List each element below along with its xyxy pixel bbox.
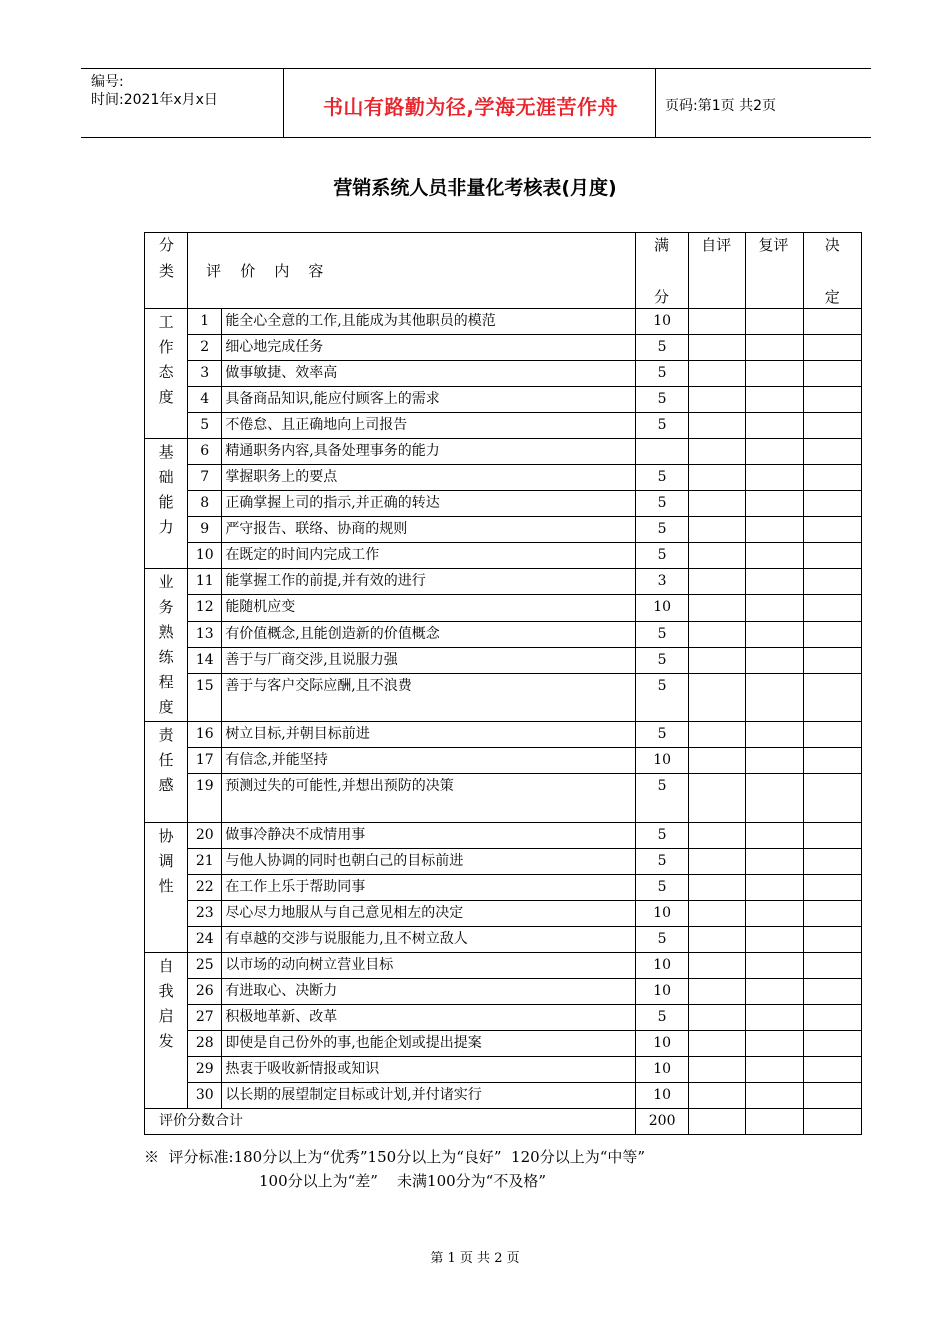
self-eval-cell[interactable]	[689, 901, 746, 927]
item-content: 能掌握工作的前提,并有效的进行	[222, 569, 636, 595]
decision-cell[interactable]	[803, 1083, 861, 1109]
review-cell[interactable]	[746, 774, 803, 823]
category-cell	[145, 722, 188, 823]
review-cell[interactable]	[746, 595, 803, 621]
decision-cell[interactable]	[803, 927, 861, 953]
self-eval-cell[interactable]	[689, 674, 746, 722]
item-content: 严守报告、联络、协商的规则	[222, 517, 636, 543]
item-number: 28	[188, 1031, 222, 1057]
decision-cell[interactable]	[803, 413, 861, 439]
review-cell[interactable]	[746, 621, 803, 647]
decision-cell[interactable]	[803, 465, 861, 491]
table-row	[145, 595, 862, 621]
item-number: 20	[188, 823, 222, 849]
item-content: 能全心全意的工作,且能成为其他职员的模范	[222, 309, 636, 335]
item-content: 具备商品知识,能应付顾客上的需求	[222, 387, 636, 413]
decision-cell[interactable]	[803, 439, 861, 465]
review-cell[interactable]	[746, 1005, 803, 1031]
assessment-table-body	[145, 233, 862, 1135]
item-full-score: 10	[636, 979, 689, 1005]
table-row	[145, 648, 862, 674]
category-char: 度	[158, 388, 174, 406]
item-full-score: 10	[636, 953, 689, 979]
header-review-label: 复评	[758, 236, 789, 254]
item-number: 10	[188, 543, 222, 569]
item-content: 不倦怠、且正确地向上司报告	[222, 413, 636, 439]
header-decision-1: 决	[824, 236, 840, 254]
category-char: 能	[158, 493, 174, 511]
assessment-table	[144, 232, 862, 1135]
decision-cell[interactable]	[803, 543, 861, 569]
category-char: 协	[158, 827, 174, 845]
item-content: 正确掌握上司的指示,并正确的转达	[222, 491, 636, 517]
review-cell[interactable]	[746, 674, 803, 722]
review-cell[interactable]	[746, 927, 803, 953]
review-cell[interactable]	[746, 517, 803, 543]
category-char: 调	[158, 852, 174, 870]
self-eval-cell[interactable]	[689, 543, 746, 569]
self-eval-cell[interactable]	[689, 748, 746, 774]
review-cell[interactable]	[746, 979, 803, 1005]
review-cell[interactable]	[746, 543, 803, 569]
item-number: 26	[188, 979, 222, 1005]
item-content: 有价值概念,且能创造新的价值概念	[222, 621, 636, 647]
number-label: 编号:	[91, 74, 124, 90]
table-row	[145, 387, 862, 413]
table-header-row	[145, 233, 862, 309]
self-eval-cell[interactable]	[689, 953, 746, 979]
table-row	[145, 901, 862, 927]
item-full-score: 5	[636, 465, 689, 491]
item-number: 15	[188, 674, 222, 722]
self-eval-cell[interactable]	[689, 823, 746, 849]
self-eval-cell[interactable]	[689, 875, 746, 901]
category-char: 发	[158, 1032, 174, 1050]
item-number: 4	[188, 387, 222, 413]
category-char: 启	[158, 1007, 174, 1025]
header-full-2: 分	[654, 288, 670, 306]
item-full-score: 10	[636, 901, 689, 927]
item-full-score: 5	[636, 387, 689, 413]
header-content	[188, 233, 636, 309]
header-content-label: 评 价 内 容	[206, 262, 324, 280]
category-char: 自	[158, 957, 174, 975]
item-content: 树立目标,并朝目标前进	[222, 722, 636, 748]
item-content: 以长期的展望制定目标或计划,并付诸实行	[222, 1083, 636, 1109]
category-name	[158, 723, 174, 798]
item-number: 25	[188, 953, 222, 979]
table-row	[145, 774, 862, 823]
category-char: 工	[158, 313, 174, 331]
header-category-2: 类	[159, 262, 175, 280]
review-cell[interactable]	[746, 439, 803, 465]
item-number: 5	[188, 413, 222, 439]
self-eval-cell[interactable]	[689, 927, 746, 953]
item-content: 有卓越的交涉与说服能力,且不树立敌人	[222, 927, 636, 953]
category-char: 力	[158, 518, 174, 536]
self-eval-cell[interactable]	[689, 1083, 746, 1109]
category-char: 作	[158, 338, 174, 356]
time-label: 时间:2021年x月x日	[91, 92, 218, 108]
header-category-1: 分	[159, 236, 175, 254]
decision-cell[interactable]	[803, 595, 861, 621]
decision-cell[interactable]	[803, 517, 861, 543]
review-cell[interactable]	[746, 648, 803, 674]
table-row	[145, 927, 862, 953]
table-row	[145, 674, 862, 722]
table-row	[145, 309, 862, 335]
category-char: 业	[158, 573, 174, 591]
item-content: 细心地完成任务	[222, 335, 636, 361]
decision-cell[interactable]	[803, 901, 861, 927]
review-cell[interactable]	[746, 335, 803, 361]
item-number: 13	[188, 621, 222, 647]
item-number: 27	[188, 1005, 222, 1031]
item-content: 与他人协调的同时也朝白己的目标前进	[222, 849, 636, 875]
self-eval-cell[interactable]	[689, 309, 746, 335]
self-eval-cell[interactable]	[689, 722, 746, 748]
category-char: 责	[158, 726, 174, 744]
item-content: 预测过失的可能性,并想出预防的决策	[222, 774, 636, 823]
self-eval-cell[interactable]	[689, 569, 746, 595]
review-cell[interactable]	[746, 1057, 803, 1083]
item-full-score: 10	[636, 595, 689, 621]
category-char: 感	[158, 776, 174, 794]
category-name	[158, 440, 174, 540]
self-eval-cell[interactable]	[689, 1057, 746, 1083]
decision-cell[interactable]	[803, 1005, 861, 1031]
review-cell[interactable]	[746, 901, 803, 927]
self-eval-cell[interactable]	[689, 465, 746, 491]
total-self-cell[interactable]	[689, 1109, 746, 1135]
total-decision-cell[interactable]	[803, 1109, 861, 1135]
self-eval-cell[interactable]	[689, 1031, 746, 1057]
review-cell[interactable]	[746, 361, 803, 387]
review-cell[interactable]	[746, 309, 803, 335]
item-full-score: 5	[636, 621, 689, 647]
item-full-score: 5	[636, 335, 689, 361]
item-full-score: 10	[636, 1031, 689, 1057]
item-content: 在既定的时间内完成工作	[222, 543, 636, 569]
item-full-score: 10	[636, 1057, 689, 1083]
category-char: 熟	[158, 623, 174, 641]
header-motto: 书山有路勤为径,学海无涯苦作舟	[322, 95, 619, 119]
item-content: 善于与厂商交涉,且说服力强	[222, 648, 636, 674]
item-content: 做事冷静决不成情用事	[222, 823, 636, 849]
total-review-cell[interactable]	[746, 1109, 803, 1135]
item-number: 22	[188, 875, 222, 901]
item-content: 精通职务内容,具备处理事务的能力	[222, 439, 636, 465]
category-name	[158, 570, 174, 720]
item-number: 14	[188, 648, 222, 674]
self-eval-cell[interactable]	[689, 648, 746, 674]
review-cell[interactable]	[746, 849, 803, 875]
item-number: 7	[188, 465, 222, 491]
item-full-score: 5	[636, 875, 689, 901]
item-full-score: 10	[636, 748, 689, 774]
item-content: 在工作上乐于帮助同事	[222, 875, 636, 901]
self-eval-cell[interactable]	[689, 1005, 746, 1031]
page-title: 营销系统人员非量化考核表(月度)	[333, 177, 617, 199]
item-full-score: 5	[636, 674, 689, 722]
item-full-score: 5	[636, 823, 689, 849]
item-full-score: 10	[636, 309, 689, 335]
table-row	[145, 413, 862, 439]
category-char: 基	[158, 443, 174, 461]
decision-cell[interactable]	[803, 335, 861, 361]
decision-cell[interactable]	[803, 1031, 861, 1057]
self-eval-cell[interactable]	[689, 774, 746, 823]
item-full-score: 5	[636, 361, 689, 387]
decision-cell[interactable]	[803, 491, 861, 517]
total-row	[145, 1109, 862, 1135]
decision-cell[interactable]	[803, 309, 861, 335]
item-number: 30	[188, 1083, 222, 1109]
header-page-info: 页码:第1页 共2页	[665, 98, 776, 114]
item-content: 有信念,并能坚持	[222, 748, 636, 774]
self-eval-cell[interactable]	[689, 439, 746, 465]
item-full-score: 5	[636, 648, 689, 674]
self-eval-cell[interactable]	[689, 413, 746, 439]
table-row	[145, 849, 862, 875]
review-cell[interactable]	[746, 569, 803, 595]
review-cell[interactable]	[746, 491, 803, 517]
item-full-score: 5	[636, 774, 689, 823]
item-number: 29	[188, 1057, 222, 1083]
decision-cell[interactable]	[803, 387, 861, 413]
table-row	[145, 543, 862, 569]
category-name	[158, 824, 174, 899]
item-number: 16	[188, 722, 222, 748]
category-cell	[145, 823, 188, 953]
table-row	[145, 465, 862, 491]
item-number: 9	[188, 517, 222, 543]
header-full-1: 满	[654, 236, 670, 254]
total-score: 200	[636, 1109, 689, 1135]
header-meta	[91, 73, 218, 109]
decision-cell[interactable]	[803, 361, 861, 387]
review-cell[interactable]	[746, 875, 803, 901]
table-row	[145, 335, 862, 361]
decision-cell[interactable]	[803, 648, 861, 674]
table-row	[145, 621, 862, 647]
category-char: 务	[158, 598, 174, 616]
item-content: 能随机应变	[222, 595, 636, 621]
item-full-score: 5	[636, 927, 689, 953]
item-number: 3	[188, 361, 222, 387]
category-cell	[145, 953, 188, 1109]
item-content: 尽心尽力地服从与自己意见相左的决定	[222, 901, 636, 927]
self-eval-cell[interactable]	[689, 335, 746, 361]
footnote-line-1: ※ 评分标准:180分以上为“优秀”150分以上为“良好” 120分以上为“中等”	[144, 1148, 646, 1166]
header-decision	[803, 233, 861, 309]
item-full-score: 5	[636, 517, 689, 543]
page-footer: 第 1 页 共 2 页	[430, 1251, 520, 1266]
item-full-score: 10	[636, 1083, 689, 1109]
category-char: 任	[158, 751, 174, 769]
table-row	[145, 875, 862, 901]
item-number: 2	[188, 335, 222, 361]
decision-cell[interactable]	[803, 748, 861, 774]
document-header	[81, 68, 871, 138]
item-content: 善于与客户交际应酬,且不浪费	[222, 674, 636, 722]
review-cell[interactable]	[746, 387, 803, 413]
category-cell	[145, 439, 188, 569]
item-full-score: 5	[636, 491, 689, 517]
review-cell[interactable]	[746, 722, 803, 748]
table-row	[145, 569, 862, 595]
decision-cell[interactable]	[803, 722, 861, 748]
review-cell[interactable]	[746, 1083, 803, 1109]
self-eval-cell[interactable]	[689, 621, 746, 647]
decision-cell[interactable]	[803, 569, 861, 595]
category-name	[158, 954, 174, 1054]
item-content: 热衷于吸收新情报或知识	[222, 1057, 636, 1083]
category-cell	[145, 569, 188, 722]
item-number: 6	[188, 439, 222, 465]
table-row	[145, 1031, 862, 1057]
item-content: 掌握职务上的要点	[222, 465, 636, 491]
item-number: 12	[188, 595, 222, 621]
item-content: 以市场的动向树立营业目标	[222, 953, 636, 979]
item-content: 即使是自己份外的事,也能企划或提出提案	[222, 1031, 636, 1057]
item-number: 1	[188, 309, 222, 335]
header-category	[145, 233, 188, 309]
self-eval-cell[interactable]	[689, 491, 746, 517]
table-row	[145, 439, 862, 465]
item-number: 21	[188, 849, 222, 875]
item-content: 积极地革新、改革	[222, 1005, 636, 1031]
table-row	[145, 823, 862, 849]
decision-cell[interactable]	[803, 1057, 861, 1083]
decision-cell[interactable]	[803, 875, 861, 901]
decision-cell[interactable]	[803, 849, 861, 875]
review-cell[interactable]	[746, 953, 803, 979]
review-cell[interactable]	[746, 823, 803, 849]
table-row	[145, 1083, 862, 1109]
item-content: 做事敏捷、效率高	[222, 361, 636, 387]
self-eval-cell[interactable]	[689, 361, 746, 387]
category-char: 态	[158, 363, 174, 381]
table-row	[145, 953, 862, 979]
self-eval-cell[interactable]	[689, 595, 746, 621]
category-char: 度	[158, 698, 174, 716]
review-cell[interactable]	[746, 413, 803, 439]
table-row	[145, 979, 862, 1005]
category-name	[158, 310, 174, 410]
category-cell	[145, 309, 188, 439]
header-full-score	[636, 233, 689, 309]
decision-cell[interactable]	[803, 823, 861, 849]
header-self-eval	[689, 233, 746, 309]
item-full-score: 5	[636, 722, 689, 748]
item-full-score: 5	[636, 849, 689, 875]
review-cell[interactable]	[746, 1031, 803, 1057]
table-row	[145, 517, 862, 543]
header-self-label: 自评	[701, 236, 732, 254]
table-row	[145, 491, 862, 517]
item-full-score: 5	[636, 1005, 689, 1031]
item-number: 19	[188, 774, 222, 823]
review-cell[interactable]	[746, 748, 803, 774]
decision-cell[interactable]	[803, 674, 861, 722]
decision-cell[interactable]	[803, 621, 861, 647]
table-row	[145, 722, 862, 748]
table-row	[145, 1057, 862, 1083]
category-char: 练	[158, 648, 174, 666]
footnote-line-2: 100分以上为“差” 未满100分为“不及格”	[259, 1172, 547, 1190]
self-eval-cell[interactable]	[689, 517, 746, 543]
table-row	[145, 361, 862, 387]
decision-cell[interactable]	[803, 953, 861, 979]
decision-cell[interactable]	[803, 979, 861, 1005]
self-eval-cell[interactable]	[689, 849, 746, 875]
header-decision-2: 定	[824, 288, 840, 306]
category-char: 础	[158, 468, 174, 486]
decision-cell[interactable]	[803, 774, 861, 823]
item-number: 11	[188, 569, 222, 595]
item-content: 有进取心、决断力	[222, 979, 636, 1005]
header-review	[746, 233, 803, 309]
item-number: 23	[188, 901, 222, 927]
item-full-score: 3	[636, 569, 689, 595]
scoring-footnote	[144, 1145, 645, 1193]
item-full-score: 5	[636, 413, 689, 439]
item-full-score: 5	[636, 543, 689, 569]
category-char: 程	[158, 673, 174, 691]
self-eval-cell[interactable]	[689, 387, 746, 413]
item-number: 8	[188, 491, 222, 517]
total-label: 评价分数合计	[145, 1109, 636, 1135]
item-number: 17	[188, 748, 222, 774]
category-char: 性	[158, 877, 174, 895]
self-eval-cell[interactable]	[689, 979, 746, 1005]
table-row	[145, 748, 862, 774]
item-full-score	[636, 439, 689, 465]
table-row	[145, 1005, 862, 1031]
item-number: 24	[188, 927, 222, 953]
category-char: 我	[158, 982, 174, 1000]
review-cell[interactable]	[746, 465, 803, 491]
